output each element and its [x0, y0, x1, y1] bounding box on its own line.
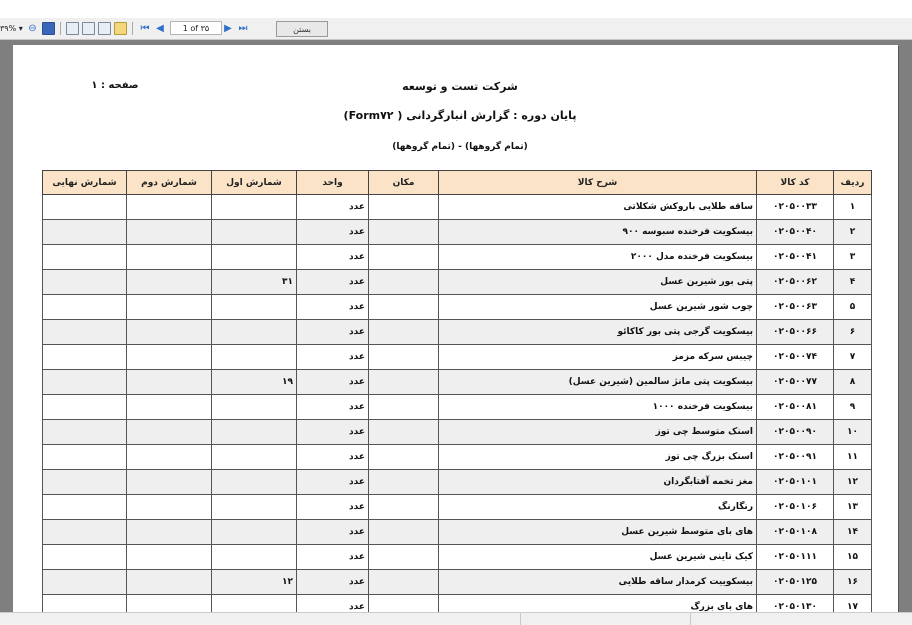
unit-cell: عدد: [297, 220, 369, 245]
final-count-cell: [43, 495, 127, 520]
col-unit: واحد: [297, 171, 369, 195]
description-cell: بیسکویت گرجی پتی بور کاکائو: [439, 320, 757, 345]
count2-cell: [127, 445, 212, 470]
final-count-cell: [43, 545, 127, 570]
description-cell: چیبس سرکه مزمز: [439, 345, 757, 370]
description-cell: پتی بور شیرین عسل: [439, 270, 757, 295]
location-cell: [369, 545, 439, 570]
code-cell: ۰۲۰۵۰۱۲۵: [757, 570, 834, 595]
code-cell: ۰۲۰۵۰۰۶۳: [757, 295, 834, 320]
row-number-cell: ۱: [834, 195, 872, 220]
table-row: [43, 320, 872, 345]
description-cell: ساقه طلایی باروکش شکلاتی: [439, 195, 757, 220]
code-cell: ۰۲۰۵۰۰۴۰: [757, 220, 834, 245]
final-count-cell: [43, 245, 127, 270]
unit-cell: عدد: [297, 195, 369, 220]
description-cell: بیسکویت فرخنده سبوسه ۹۰۰: [439, 220, 757, 245]
count2-cell: [127, 495, 212, 520]
description-cell: بیسکوییت کرمدار ساقه طلایی: [439, 570, 757, 595]
row-number-cell: ۱۱: [834, 445, 872, 470]
last-page-icon[interactable]: ⏭: [238, 22, 248, 34]
row-number-cell: ۹: [834, 395, 872, 420]
unit-cell: عدد: [297, 420, 369, 445]
count1-cell: [212, 470, 297, 495]
unit-cell: عدد: [297, 570, 369, 595]
row-number-cell: ۱۰: [834, 420, 872, 445]
count1-cell: [212, 520, 297, 545]
code-cell: ۰۲۰۵۰۱۰۸: [757, 520, 834, 545]
count1-cell: ۳۱: [212, 270, 297, 295]
code-cell: ۰۲۰۵۰۱۳۰: [757, 595, 834, 620]
location-cell: [369, 370, 439, 395]
final-count-cell: [43, 195, 127, 220]
edit-icon[interactable]: [114, 21, 127, 35]
table-row: [43, 395, 872, 420]
unit-cell: عدد: [297, 545, 369, 570]
count2-cell: [127, 220, 212, 245]
description-cell: های بای متوسط شیرین عسل: [439, 520, 757, 545]
count1-cell: [212, 220, 297, 245]
zoom-select[interactable]: ۳۹% ▾: [0, 23, 23, 33]
col-count2: شمارش دوم: [127, 171, 212, 195]
final-count-cell: [43, 345, 127, 370]
table-row: [43, 370, 872, 395]
status-divider: [520, 613, 521, 625]
final-count-cell: [43, 470, 127, 495]
count2-cell: [127, 270, 212, 295]
code-cell: ۰۲۰۵۰۰۶۶: [757, 320, 834, 345]
count2-cell: [127, 295, 212, 320]
location-cell: [369, 470, 439, 495]
description-cell: کیک تاینی شیرین عسل: [439, 545, 757, 570]
table-row: [43, 420, 872, 445]
location-cell: [369, 445, 439, 470]
col-description: شرح کالا: [439, 171, 757, 195]
table-row: [43, 520, 872, 545]
final-count-cell: [43, 220, 127, 245]
count2-cell: [127, 420, 212, 445]
prev-page-icon[interactable]: ◀: [156, 22, 164, 34]
row-number-cell: ۱۴: [834, 520, 872, 545]
col-final-count: شمارش نهایی: [43, 171, 127, 195]
unit-cell: عدد: [297, 295, 369, 320]
description-cell: اسنک بزرگ چی توز: [439, 445, 757, 470]
final-count-cell: [43, 295, 127, 320]
final-count-cell: [43, 320, 127, 345]
final-count-cell: [43, 520, 127, 545]
count2-cell: [127, 470, 212, 495]
unit-cell: عدد: [297, 270, 369, 295]
code-cell: ۰۲۰۵۰۱۰۱: [757, 470, 834, 495]
unit-cell: عدد: [297, 370, 369, 395]
count2-cell: [127, 370, 212, 395]
table-header: [43, 171, 872, 195]
code-cell: ۰۲۰۵۰۱۰۶: [757, 495, 834, 520]
count1-cell: [212, 395, 297, 420]
status-divider: [690, 613, 691, 625]
table-row: [43, 195, 872, 220]
unit-cell: عدد: [297, 395, 369, 420]
unit-cell: عدد: [297, 495, 369, 520]
location-cell: [369, 270, 439, 295]
row-number-cell: ۱۲: [834, 470, 872, 495]
unit-cell: عدد: [297, 320, 369, 345]
count2-cell: [127, 570, 212, 595]
count2-cell: [127, 195, 212, 220]
location-cell: [369, 495, 439, 520]
next-page-icon[interactable]: ▶: [224, 22, 232, 34]
location-cell: [369, 320, 439, 345]
location-cell: [369, 245, 439, 270]
final-count-cell: [43, 395, 127, 420]
table-row: [43, 545, 872, 570]
description-cell: بیسکویت پتی مانژ سالمین (شیرین عسل): [439, 370, 757, 395]
table-row: [43, 270, 872, 295]
code-cell: ۰۲۰۵۰۰۷۷: [757, 370, 834, 395]
code-cell: ۰۲۰۵۰۰۷۴: [757, 345, 834, 370]
row-number-cell: ۲: [834, 220, 872, 245]
code-cell: ۰۲۰۵۰۰۹۰: [757, 420, 834, 445]
description-cell: بیسکویت فرخنده مدل ۲۰۰۰: [439, 245, 757, 270]
description-cell: بیسکویت فرخنده ۱۰۰۰: [439, 395, 757, 420]
location-cell: [369, 195, 439, 220]
description-cell: اسنک متوسط چی توز: [439, 420, 757, 445]
page-indicator[interactable]: 1 of ۳۵: [170, 21, 222, 35]
row-number-cell: ۶: [834, 320, 872, 345]
count2-cell: [127, 245, 212, 270]
row-number-cell: ۵: [834, 295, 872, 320]
count2-cell: [127, 520, 212, 545]
title-strip: [0, 0, 912, 18]
location-cell: [369, 345, 439, 370]
count1-cell: [212, 295, 297, 320]
row-number-cell: ۱۶: [834, 570, 872, 595]
final-count-cell: [43, 420, 127, 445]
unit-cell: عدد: [297, 445, 369, 470]
count1-cell: [212, 445, 297, 470]
report-viewer-toolbar: [0, 18, 912, 40]
row-number-cell: ۱۵: [834, 545, 872, 570]
col-location: مکان: [369, 171, 439, 195]
code-cell: ۰۲۰۵۰۰۹۱: [757, 445, 834, 470]
table-row: [43, 445, 872, 470]
table-row: [43, 345, 872, 370]
unit-cell: عدد: [297, 520, 369, 545]
col-code: کد کالا: [757, 171, 834, 195]
table-row: [43, 570, 872, 595]
row-number-cell: ۱۷: [834, 595, 872, 620]
count1-cell: [212, 245, 297, 270]
close-button[interactable]: بستن: [276, 21, 328, 37]
final-count-cell: [43, 270, 127, 295]
first-page-icon[interactable]: ⏮: [140, 22, 150, 34]
unit-cell: عدد: [297, 595, 369, 620]
count2-cell: [127, 320, 212, 345]
table-row: [43, 495, 872, 520]
inventory-table: [42, 170, 872, 620]
print-icon[interactable]: [42, 21, 55, 35]
company-name: شرکت تست و توسعه: [402, 80, 518, 93]
final-count-cell: [43, 570, 127, 595]
unit-cell: عدد: [297, 245, 369, 270]
location-cell: [369, 220, 439, 245]
count1-cell: [212, 545, 297, 570]
count1-cell: [212, 195, 297, 220]
page-setup-icon[interactable]: [66, 21, 79, 35]
location-cell: [369, 420, 439, 445]
table-row: [43, 470, 872, 495]
report-filter: (تمام گروهها) - (تمام گروهها): [392, 142, 528, 152]
location-cell: [369, 570, 439, 595]
final-count-cell: [43, 370, 127, 395]
final-count-cell: [43, 445, 127, 470]
row-number-cell: ۷: [834, 345, 872, 370]
row-number-cell: ۳: [834, 245, 872, 270]
code-cell: ۰۲۰۵۰۰۴۱: [757, 245, 834, 270]
description-cell: های بای بزرگ: [439, 595, 757, 620]
count1-cell: [212, 320, 297, 345]
toolbar-divider: [132, 22, 133, 35]
export-icon[interactable]: [98, 21, 111, 35]
count1-cell: ۱۹: [212, 370, 297, 395]
count2-cell: [127, 545, 212, 570]
col-row: ردیف: [834, 171, 872, 195]
table-row: [43, 245, 872, 270]
table-row: [43, 220, 872, 245]
code-cell: ۰۲۰۵۰۰۶۲: [757, 270, 834, 295]
description-cell: مغز تخمه آفتابگردان: [439, 470, 757, 495]
count2-cell: [127, 395, 212, 420]
count1-cell: [212, 420, 297, 445]
unit-cell: عدد: [297, 470, 369, 495]
description-cell: رنگارنگ: [439, 495, 757, 520]
location-cell: [369, 520, 439, 545]
count1-cell: [212, 495, 297, 520]
unit-cell: عدد: [297, 345, 369, 370]
col-count1: شمارش اول: [212, 171, 297, 195]
location-cell: [369, 295, 439, 320]
count1-cell: ۱۲: [212, 570, 297, 595]
zoom-out-icon[interactable]: ⊖: [28, 22, 37, 34]
row-number-cell: ۸: [834, 370, 872, 395]
row-number-cell: ۴: [834, 270, 872, 295]
code-cell: ۰۲۰۵۰۰۸۱: [757, 395, 834, 420]
table-body: [43, 195, 872, 620]
table-row: [43, 295, 872, 320]
report-title: پایان دوره : گزارش انبارگردانی ( Form۷۲): [343, 109, 577, 122]
description-cell: چوب شور شیرین عسل: [439, 295, 757, 320]
location-cell: [369, 395, 439, 420]
layout-icon[interactable]: [82, 21, 95, 35]
row-number-cell: ۱۳: [834, 495, 872, 520]
page-number: صفحه : ۱: [91, 80, 139, 91]
count2-cell: [127, 345, 212, 370]
status-bar: [0, 612, 912, 625]
count1-cell: [212, 345, 297, 370]
code-cell: ۰۲۰۵۰۱۱۱: [757, 545, 834, 570]
toolbar-divider: [60, 22, 61, 35]
code-cell: ۰۲۰۵۰۰۳۳: [757, 195, 834, 220]
